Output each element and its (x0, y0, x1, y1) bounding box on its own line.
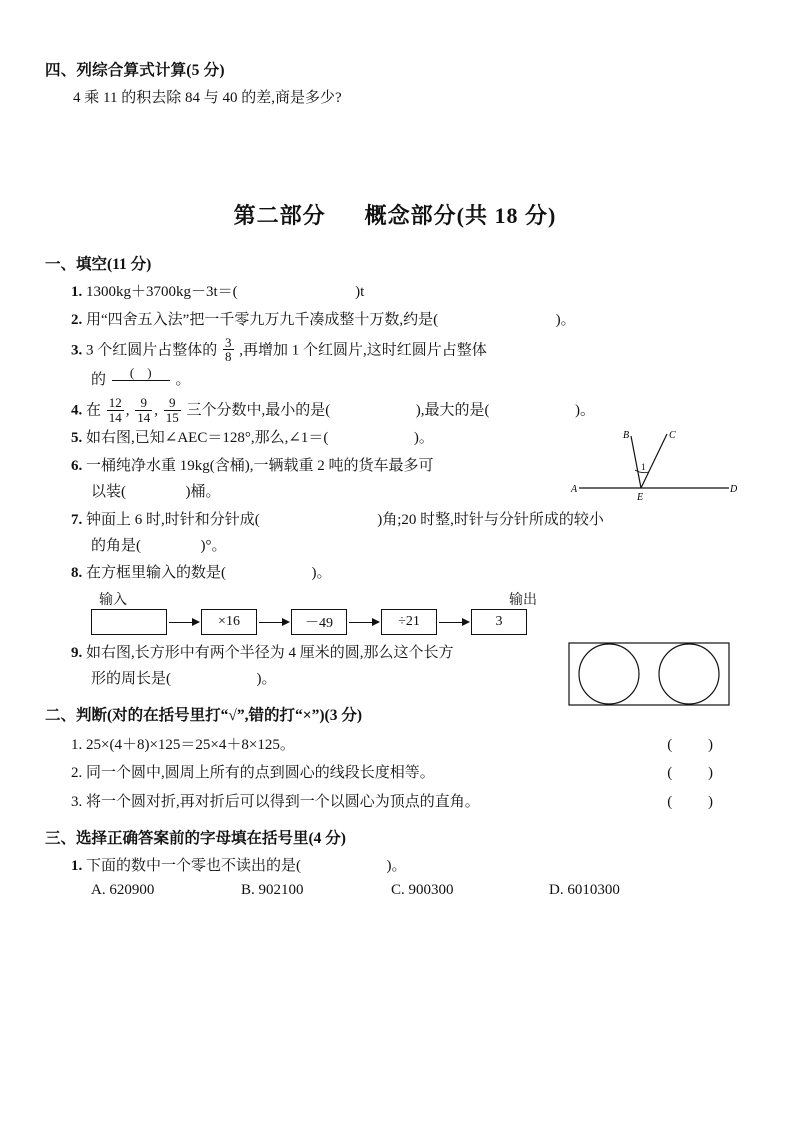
item-text: 形的周长是( (91, 671, 171, 688)
item-number: 5. (71, 430, 83, 447)
fraction-numerator: 9 (140, 395, 148, 411)
item-number: 8. (71, 565, 83, 582)
item-text-tail: )t (355, 284, 365, 300)
item-number: 3. (71, 342, 83, 359)
item-text-tail: )。 (413, 430, 434, 447)
fraction-denominator: 8 (225, 349, 232, 365)
item-number: 3. (71, 793, 83, 810)
item-text: 3 个红圆片占整体的 (86, 342, 218, 359)
flow-chart (45, 589, 745, 635)
arrow-right-icon (347, 617, 381, 627)
svg-text:D: D (730, 484, 738, 496)
flow-box-input[interactable] (91, 609, 167, 635)
rectangle-two-circles-figure (567, 635, 735, 713)
part-two-title-left: 第二部分 (233, 203, 326, 228)
arrow-right-icon (167, 617, 201, 627)
fill-item-2 (45, 308, 745, 334)
svg-text:C: C (669, 430, 676, 442)
section-four-question: 4 乘 11 的积去除 84 与 40 的差,商是多少? (73, 90, 342, 106)
item-text-tail: )桶。 (185, 484, 221, 501)
item-text-tail: )。 (256, 671, 277, 688)
item-number: 1. (71, 284, 83, 300)
flow-box-output: 3 (471, 609, 527, 635)
flow-input-label: 输入 (99, 593, 127, 609)
item-number: 2. (71, 311, 83, 328)
flow-labels (91, 589, 745, 609)
item-number: 6. (71, 458, 83, 475)
choice-option-c[interactable]: C. 900300 (391, 882, 454, 899)
fraction-three-eighths (223, 336, 234, 364)
item-text-tail: )。 (311, 565, 332, 582)
fill-item-6-line2 (71, 480, 745, 506)
item-text: 在方框里输入的数是( (86, 565, 226, 582)
judge-item-3 (45, 788, 745, 817)
fraction-denominator-blank[interactable] (112, 380, 170, 395)
item-number: 2. (71, 765, 83, 782)
fill-item-6 (45, 454, 745, 506)
item-number: 1. (71, 736, 83, 753)
item-text: 三个分数中,最小的是( (186, 402, 331, 419)
arrow-right-icon (257, 617, 291, 627)
fill-item-3-line2 (71, 366, 745, 394)
judge-answer-paren[interactable]: ( ) (667, 736, 729, 753)
choice-heading: 三、选择正确答案前的字母填在括号里(4 分) (45, 830, 346, 848)
item-text: 如右图,已知∠AEC＝128°,那么,∠1＝( (86, 430, 329, 447)
fill-item-7-line2 (71, 534, 745, 560)
fill-item-3 (45, 336, 745, 395)
item-text-tail: 。 (175, 371, 191, 388)
item-text-tail: )。 (386, 858, 407, 875)
fraction-denominator: 14 (108, 409, 122, 425)
fraction-numerator: 3 (225, 334, 232, 350)
arrow-right-icon (437, 617, 471, 627)
item-text: 如右图,长方形中有两个半径为 4 厘米的圆,那么这个长方 (86, 645, 454, 662)
item-text-tail: )°。 (200, 537, 227, 554)
fraction-numerator: 12 (108, 395, 122, 411)
item-text: 同一个圆中,圆周上所有的点到圆心的线段长度相等。 (86, 765, 435, 782)
fraction-denominator: 14 (137, 409, 151, 425)
choice-option-a[interactable]: A. 620900 (91, 882, 155, 899)
flow-box-subtract: －49 (291, 609, 347, 635)
item-number: 1. (71, 858, 83, 875)
item-text-tail: ,再增加 1 个红圆片,这时红圆片占整体 (239, 342, 487, 359)
fraction-numerator-blank[interactable]: ( ) (129, 364, 152, 380)
fill-blank-heading: 一、填空(11 分) (45, 256, 152, 273)
fraction-9-15 (164, 396, 181, 424)
judge-item-1 (45, 731, 745, 760)
svg-text:E: E (637, 492, 644, 504)
section-four-heading: 四、列综合算式计算(5 分) (45, 62, 225, 79)
item-text-tail: )。 (555, 311, 576, 328)
fraction-9-14 (135, 396, 152, 424)
part-two-title (45, 199, 745, 230)
choice-options (45, 882, 745, 899)
choice-option-b[interactable]: B. 902100 (241, 882, 304, 899)
choice-option-d[interactable]: D. 6010300 (549, 882, 620, 899)
item-text: 将一个圆对折,再对折后可以得到一个以圆心为顶点的直角。 (86, 793, 480, 810)
svg-text:B: B (623, 430, 630, 442)
fill-item-4: 4. 在 $\frac{12}{14}$ , $\frac{9}{14}$ , $\frac{9}{15}$ 三个分数中,最小的是( ),最大的是( )。 (71, 395, 596, 425)
flow-box-divide: ÷21 (381, 609, 437, 635)
item-text: 25×(4＋8)×125＝25×4＋8×125。 (86, 736, 295, 753)
fraction-numerator: 9 (169, 395, 176, 411)
item-text: 在 (86, 402, 102, 419)
item-text-tail: )。 (575, 402, 596, 419)
flow-box-multiply: ×16 (201, 609, 257, 635)
answer-fraction-blank[interactable] (112, 366, 170, 394)
fraction-denominator: 15 (165, 409, 179, 425)
part-two-title-right: 概念部分(共 18 分) (364, 203, 557, 228)
fill-item-9-wrapper (45, 641, 745, 693)
item-text: 钟面上 6 时,时针和分针成( (86, 511, 260, 528)
item-text: 下面的数中一个零也不读出的是( (86, 858, 301, 875)
judge-answer-paren[interactable]: ( ) (667, 765, 729, 782)
item-number: 7. (71, 511, 83, 528)
page-content (45, 58, 745, 899)
item-text: 一桶纯净水重 19kg(含桶),一辆载重 2 吨的货车最多可 (86, 458, 434, 475)
item-text: ),最大的是( (415, 402, 490, 419)
item-text: 的 (91, 371, 107, 388)
judge-heading: 二、判断(对的在括号里打“√”,错的打“×”)(3 分) (45, 706, 362, 724)
svg-text:A: A (571, 484, 578, 496)
item-text: 以装( (91, 484, 126, 501)
svg-text:1: 1 (641, 462, 646, 473)
fraction-12-14 (107, 396, 124, 424)
item-number: 9. (71, 645, 83, 662)
item-number: 4. (71, 402, 83, 419)
judge-answer-paren[interactable]: ( ) (667, 793, 729, 810)
item-text-tail: )角;20 时整,时针与分针所成的较小 (377, 511, 604, 528)
fill-item-1 (45, 280, 745, 306)
item-text: 用“四舍五入法”把一千零九万九千凑成整十万数,约是( (86, 311, 439, 328)
choice-item-1 (45, 854, 745, 880)
flow-row (91, 609, 745, 635)
flow-output-label: 输出 (509, 593, 537, 609)
judge-item-2 (45, 759, 745, 788)
item-text: 的角是( (91, 537, 141, 554)
item-text: 1300kg＋3700kg－3t＝( (86, 284, 238, 300)
fill-item-7 (45, 508, 745, 560)
fill-item-8 (45, 561, 745, 587)
